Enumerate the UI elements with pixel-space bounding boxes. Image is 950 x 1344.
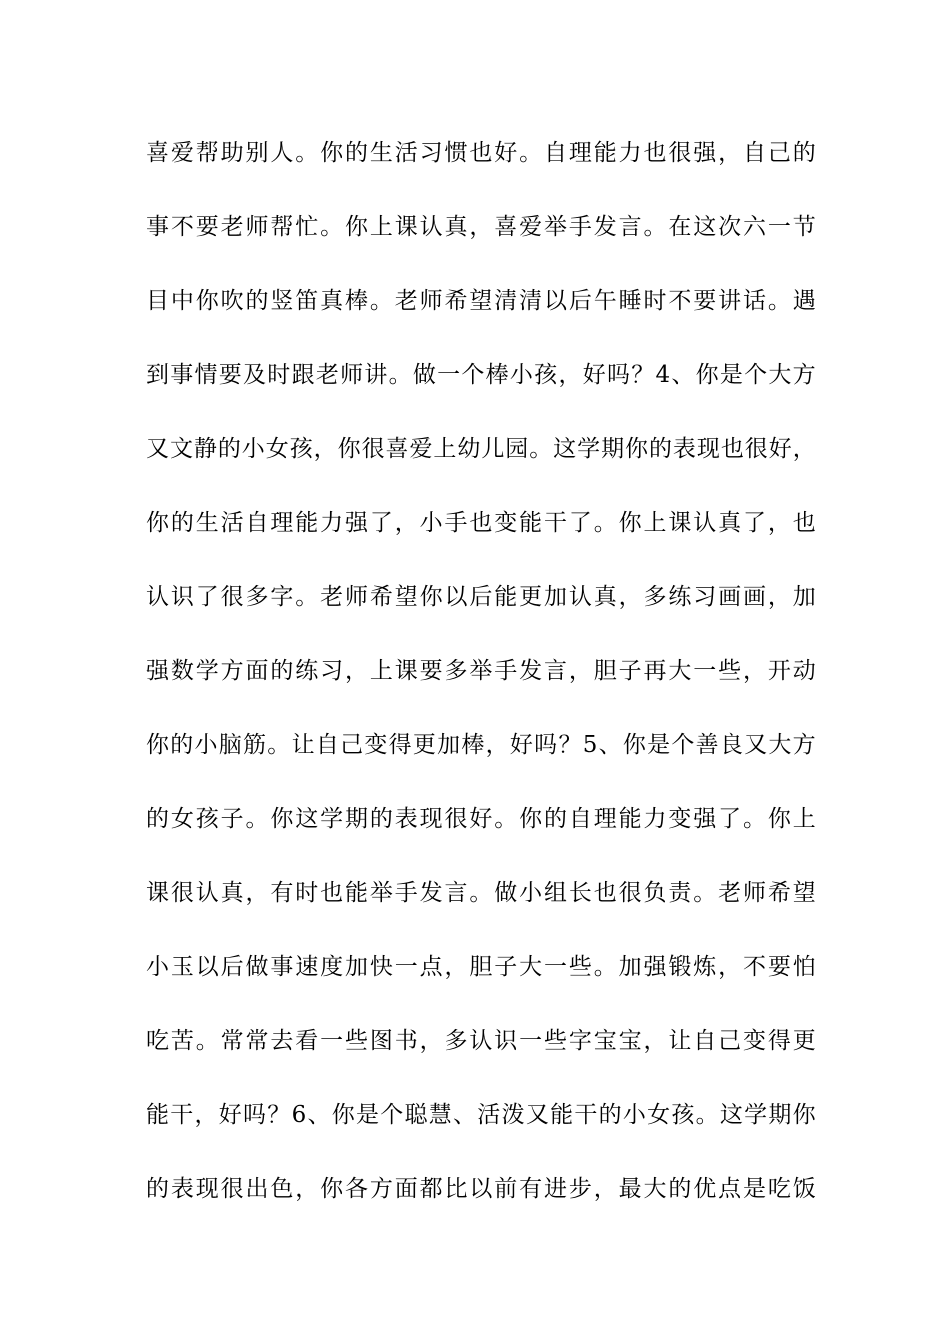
text-line-6: 你的生活自理能力强了，小手也变能干了。你上课认真了，也	[146, 510, 816, 536]
text-line-3: 目中你吹的竖笛真棒。老师希望清清以后午睡时不要讲话。遇	[146, 288, 816, 314]
text-line-14: 能干，好吗？6、你是个聪慧、活泼又能干的小女孩。这学期你	[146, 1102, 816, 1128]
text-line-7: 认识了很多字。老师希望你以后能更加认真，多练习画画，加	[146, 584, 816, 610]
text-line-1: 喜爱帮助别人。你的生活习惯也好。自理能力也很强，自己的	[146, 140, 816, 166]
text-line-5: 又文静的小女孩，你很喜爱上幼儿园。这学期你的表现也很好，	[146, 436, 816, 462]
text-line-8: 强数学方面的练习，上课要多举手发言，胆子再大一些，开动	[146, 658, 816, 684]
text-line-4: 到事情要及时跟老师讲。做一个棒小孩，好吗？4、你是个大方	[146, 362, 816, 388]
text-line-13: 吃苦。常常去看一些图书，多认识一些字宝宝，让自己变得更	[146, 1028, 816, 1054]
text-line-15: 的表现很出色，你各方面都比以前有进步，最大的优点是吃饭	[146, 1176, 816, 1202]
body-text	[146, 128, 816, 1215]
text-line-12: 小玉以后做事速度加快一点，胆子大一些。加强锻炼，不要怕	[146, 954, 816, 980]
text-line-10: 的女孩子。你这学期的表现很好。你的自理能力变强了。你上	[146, 806, 816, 832]
text-line-2: 事不要老师帮忙。你上课认真，喜爱举手发言。在这次六一节	[146, 214, 816, 240]
text-line-9: 你的小脑筋。让自己变得更加棒，好吗？5、你是个善良又大方	[146, 732, 816, 758]
text-line-11: 课很认真，有时也能举手发言。做小组长也很负责。老师希望	[146, 880, 816, 906]
